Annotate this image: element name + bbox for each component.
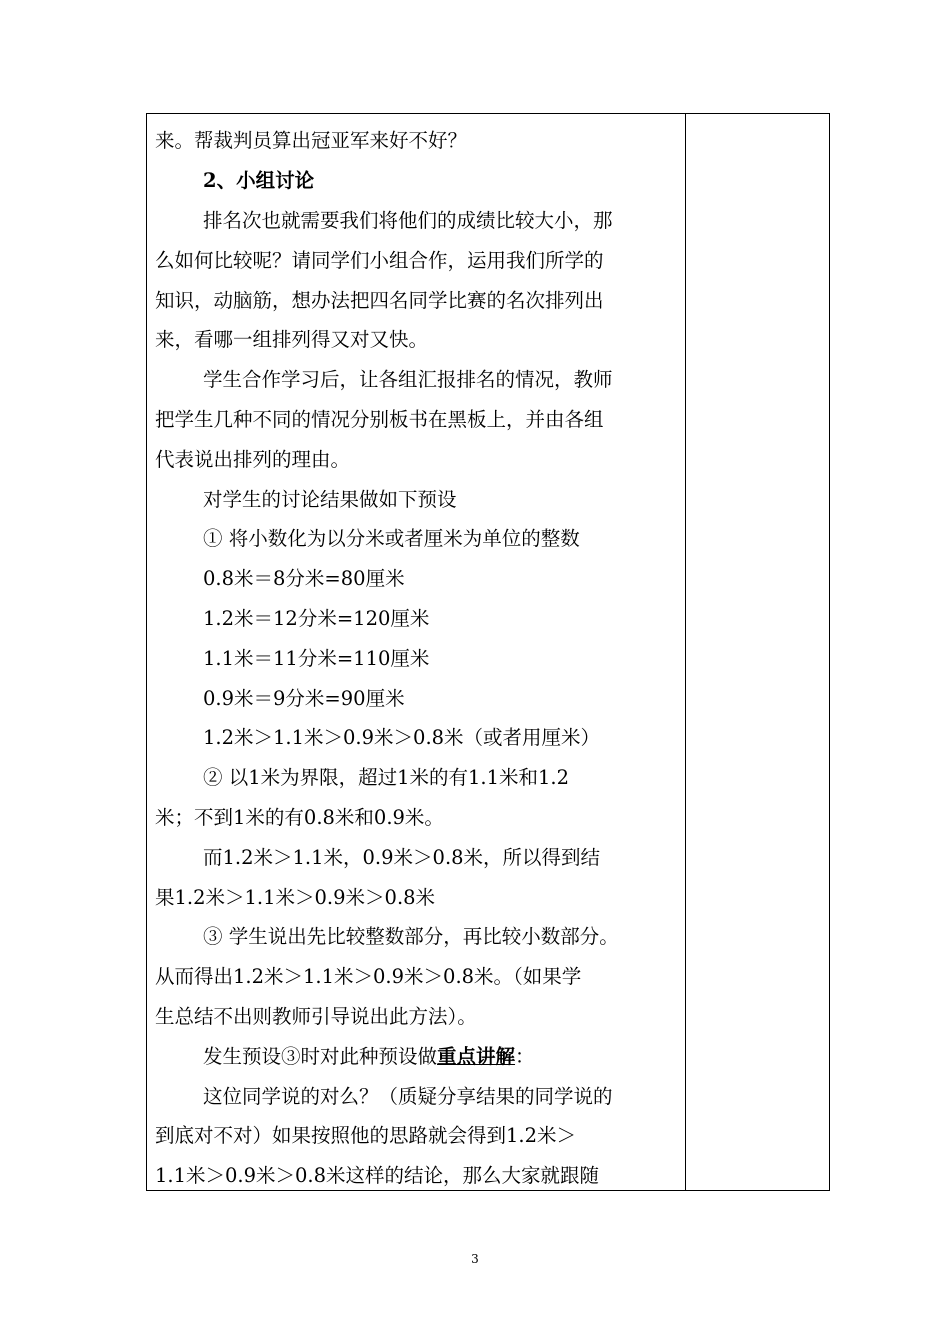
text-line: 生总结不出则教师引导说出此方法）。 [155, 1005, 477, 1028]
text-line: 学生合作学习后，让各组汇报排名的情况，教师 [203, 368, 613, 391]
text-line: 0.9米＝9分米=90厘米 [203, 687, 405, 710]
emphasis-text: 重点讲解 [437, 1045, 516, 1068]
text-line: ② 以1米为界限，超过1米的有1.1米和1.2 [203, 766, 570, 789]
text-line: 知识，动脑筋，想办法把四名同学比赛的名次排列出 [155, 289, 604, 312]
emphasis-prefix: 发生预设③时对此种预设做 [203, 1045, 438, 1068]
section-heading: 2、小组讨论 [203, 169, 315, 192]
text-line: 0.8米＝8分米=80厘米 [203, 567, 405, 590]
text-line: 到底对不对）如果按照他的思路就会得到1.2米＞ [155, 1124, 577, 1147]
lesson-table [146, 113, 830, 1191]
text-line: 果1.2米＞1.1米＞0.9米＞0.8米 [155, 886, 436, 909]
text-line: ① 将小数化为以分米或者厘米为单位的整数 [203, 527, 580, 550]
text-line: 1.2米＞1.1米＞0.9米＞0.8米（或者用厘米） [203, 726, 601, 749]
text-line: 代表说出排列的理由。 [155, 448, 351, 471]
text-line: 么如何比较呢？请同学们小组合作，运用我们所学的 [155, 249, 604, 272]
text-line: 这位同学说的对么？（质疑分享结果的同学说的 [203, 1085, 613, 1108]
page-number: 3 [471, 1252, 479, 1266]
text-line: 1.1米＝11分米=110厘米 [203, 647, 430, 670]
text-line: 来。帮裁判员算出冠亚军来好不好？ [155, 129, 468, 152]
text-line: 从而得出1.2米＞1.1米＞0.9米＞0.8米。（如果学 [155, 965, 582, 988]
text-line: 把学生几种不同的情况分别板书在黑板上，并由各组 [155, 408, 604, 431]
emphasis-line [203, 1047, 535, 1067]
text-line: 米；不到1米的有0.8米和0.9米。 [155, 806, 444, 829]
text-line: 1.2米＝12分米=120厘米 [203, 607, 430, 630]
emphasis-suffix: ： [515, 1045, 535, 1068]
text-line: 而1.2米＞1.1米，0.9米＞0.8米，所以得到结 [203, 846, 601, 869]
text-line: 来，看哪一组排列得又对又快。 [155, 328, 429, 351]
column-divider [685, 114, 686, 1190]
text-line: ③ 学生说出先比较整数部分，再比较小数部分。 [203, 925, 619, 948]
text-line: 1.1米＞0.9米＞0.8米这样的结论，那么大家就跟随 [155, 1164, 600, 1187]
text-line: 对学生的讨论结果做如下预设 [203, 488, 457, 511]
text-line: 排名次也就需要我们将他们的成绩比较大小，那 [203, 209, 613, 232]
